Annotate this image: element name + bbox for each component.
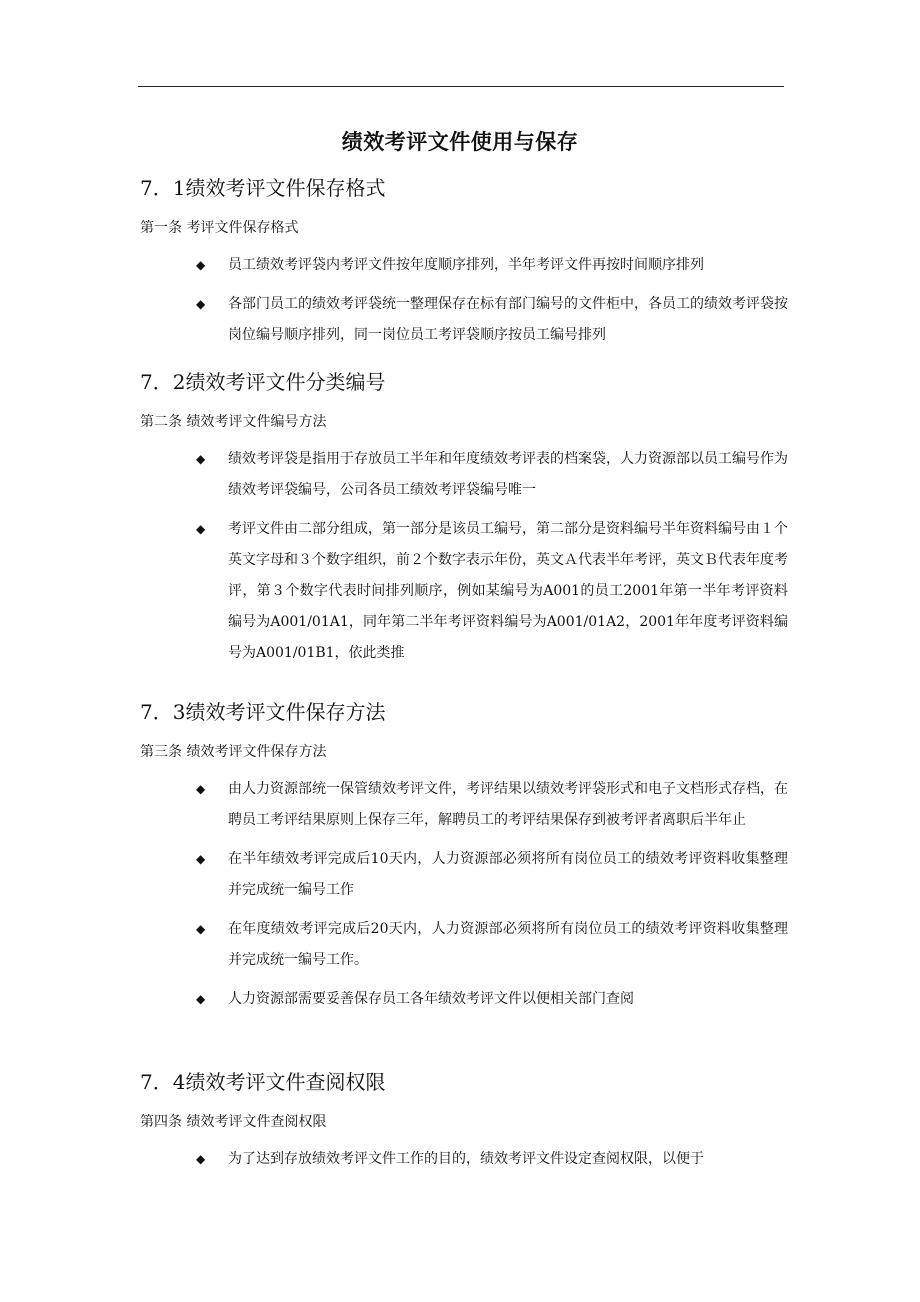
bullet-item [140, 774, 788, 836]
diamond-bullet-icon: ◆ [196, 258, 206, 272]
bullet-item [140, 844, 788, 906]
section-7-1 [140, 174, 800, 359]
bullet-item [140, 289, 788, 351]
section-heading: 7．3绩效考评文件保存方法 [140, 700, 386, 724]
bullet-item [140, 914, 788, 976]
section-heading: 7．4绩效考评文件查阅权限 [140, 1070, 386, 1094]
article-title: 第一条 考评文件保存格式 [140, 220, 299, 236]
bullet-text: 绩效考评袋是指用于存放员工半年和年度绩效考评表的档案袋，人力资源部以员工编号作为绩效考评袋编号，公司各员工绩效考评袋编号唯一 [228, 451, 788, 498]
bullet-text: 由人力资源部统一保管绩效考评文件，考评结果以绩效考评袋形式和电子文档形式存档，在聘员工考评结果原则上保存三年，解聘员工的考评结果保存到被考评者离职后半年止 [228, 781, 788, 828]
section-heading: 7．2绩效考评文件分类编号 [140, 370, 386, 394]
diamond-bullet-icon: ◆ [196, 852, 206, 866]
bullet-text: 在年度绩效考评完成后20天内，人力资源部必须将所有岗位员工的绩效考评资料收集整理并完成统一编号工作。 [228, 921, 788, 968]
diamond-bullet-icon: ◆ [196, 1152, 206, 1166]
section-7-4 [140, 1068, 800, 1183]
bullet-item [140, 444, 788, 506]
header-rule [138, 86, 784, 87]
section-7-2 [140, 368, 800, 677]
article-title: 第二条 绩效考评文件编号方法 [140, 414, 327, 430]
bullet-item [140, 984, 788, 1015]
diamond-bullet-icon: ◆ [196, 782, 206, 796]
document-title: 绩效考评文件使用与保存 [341, 129, 579, 154]
bullet-text: 在半年绩效考评完成后10天内，人力资源部必须将所有岗位员工的绩效考评资料收集整理并完成统一编号工作 [228, 851, 788, 898]
article-title: 第四条 绩效考评文件查阅权限 [140, 1114, 327, 1130]
bullet-text: 考评文件由二部分组成，第一部分是该员工编号，第二部分是资料编号半年资料编号由１个英文字母和３个数字组织，前２个数字表示年份，英文Ａ代表半年考评，英文Ｂ代表年度考评，第３个数字代表时间排列顺序，例如某编号为A001的员工2001年第一半年考评资料编号为A001/01A1，同年第二半年考评资料编号为A001/01A2，2001年年度考评资料编号为A001/01B1，依此类推 [228, 521, 788, 661]
diamond-bullet-icon: ◆ [196, 522, 206, 536]
bullet-item [140, 514, 788, 669]
section-heading: 7．1绩效考评文件保存格式 [140, 176, 386, 200]
bullet-text: 各部门员工的绩效考评袋统一整理保存在标有部门编号的文件柜中，各员工的绩效考评袋按岗位编号顺序排列，同一岗位员工考评袋顺序按员工编号排列 [228, 296, 788, 343]
bullet-text: 员工绩效考评袋内考评文件按年度顺序排列，半年考评文件再按时间顺序排列 [228, 257, 704, 273]
article-title: 第三条 绩效考评文件保存方法 [140, 744, 327, 760]
diamond-bullet-icon: ◆ [196, 992, 206, 1006]
bullet-text: 人力资源部需要妥善保存员工各年绩效考评文件以便相关部门查阅 [228, 991, 634, 1007]
section-7-3 [140, 698, 800, 1023]
bullet-item [140, 250, 788, 281]
diamond-bullet-icon: ◆ [196, 452, 206, 466]
bullet-item [140, 1144, 788, 1175]
diamond-bullet-icon: ◆ [196, 297, 206, 311]
bullet-text: 为了达到存放绩效考评文件工作的目的，绩效考评文件设定查阅权限，以便于 [228, 1151, 704, 1167]
diamond-bullet-icon: ◆ [196, 922, 206, 936]
